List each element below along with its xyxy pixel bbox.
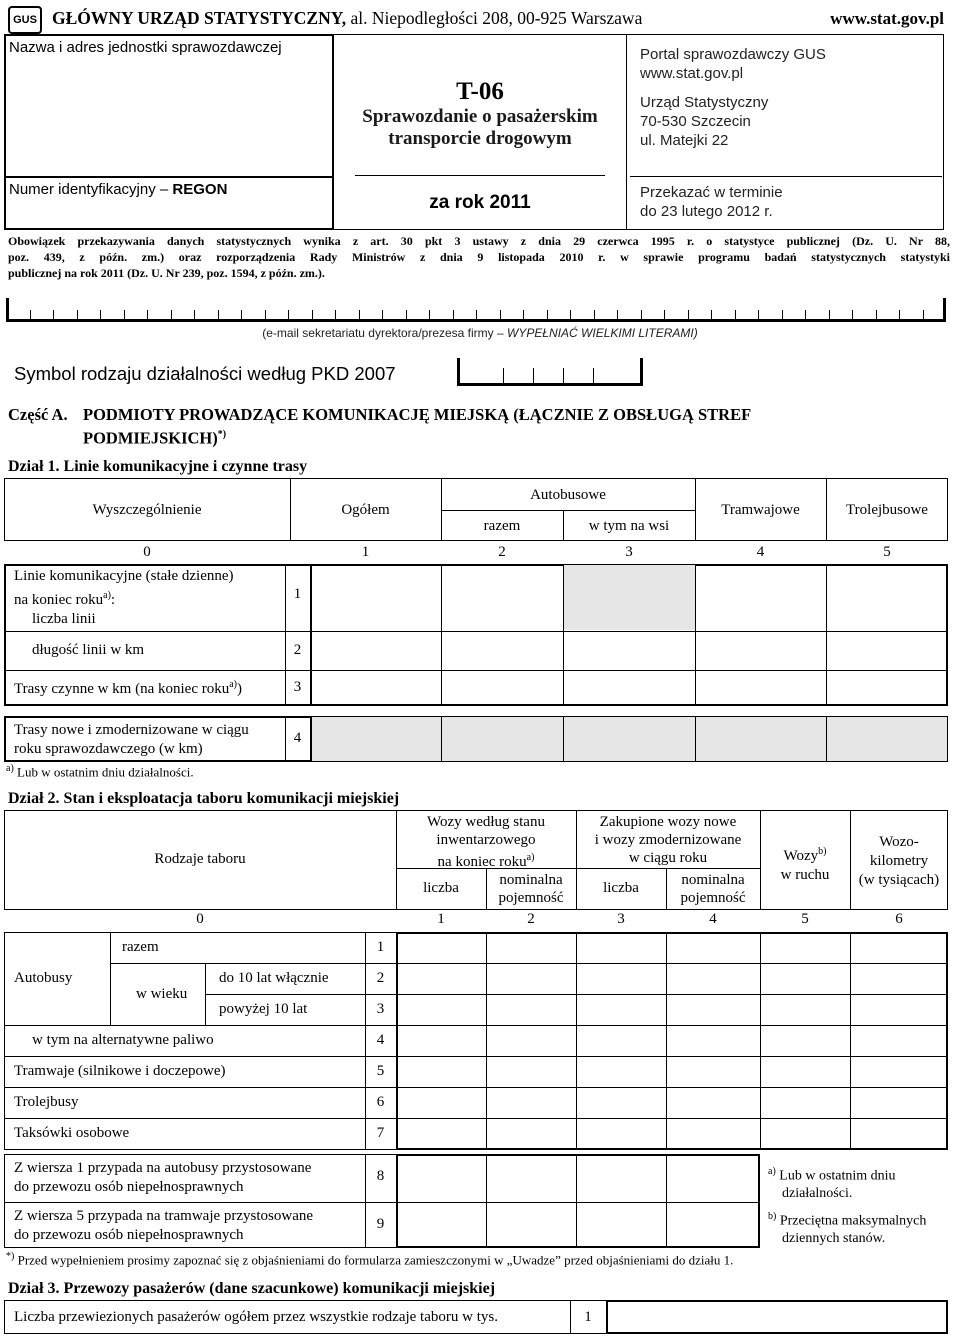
s2-head-inuse-2: w ruchu [780,867,830,883]
s1-row4-label [14,721,249,759]
section3-label: Liczba przewiezionych pasażerów ogółem przez wszystkie rodzaje taboru w tys. [14,1309,498,1325]
s1-head-trolley: Trolejbusowe [846,502,928,518]
s2-head-cap-b [666,871,760,907]
s2-age: w wieku [136,986,188,1002]
email-caption [200,326,760,340]
part-a-title-2: PODMIEJSKICH) [83,428,218,448]
s2-head-km-1: Wozo- [879,834,919,850]
email-comb-tick [829,310,830,320]
obligation-line-3: publicznej na rok 2011 (Dz. U. Nr 239, poz. 1594, z późn. zm.). [8,266,325,280]
email-comb-tick [194,310,195,320]
s2-alt-fuel: w tym na alternatywne paliwo [32,1032,214,1048]
s2-colnum-0: 0 [196,911,204,927]
regon-divider [4,176,334,178]
office-line-2: 70-530 Szczecin [640,113,751,130]
s2-total: razem [122,939,159,955]
s2-row8-l1: Z wiersza 1 przypada na autobusy przystosowane [14,1160,312,1176]
s2-note-b-mark: b) [768,1211,777,1222]
s1-row4-l1: Trasy nowe i zmodernizowane w ciągu [14,722,249,738]
form-title-1: Sprawozdanie o pasażerskim [362,106,598,127]
s1-row4-l2: roku sprawozdawczego (w km) [14,741,203,757]
section3-input[interactable] [606,1300,948,1334]
s2-note-a [768,1163,896,1202]
s2-head-inuse-1: Wozy [783,848,819,864]
office-line-3: ul. Matejki 22 [640,132,729,149]
s2-head-inuse-sup: b) [818,846,827,857]
email-comb-tick [617,310,618,320]
s2-rownum-1: 1 [376,939,385,955]
email-comb-tick [171,310,172,320]
s2-head-new-3: w ciągu roku [628,850,708,866]
email-comb-tick [406,310,407,320]
obligation-text [8,233,950,281]
email-comb-tick [758,310,759,320]
deadline-line-2: do 23 lutego 2012 r. [640,203,773,220]
portal-block [640,45,826,150]
portal-line-1: Portal sprawozdawczy GUS [640,46,826,63]
star-note-text: Przed wypełnieniem prosimy zapoznać się z objaśnieniami do formularza zamieszczonymi w „Uwadze” przed objaśnieniami do działu 1. [17,1252,734,1268]
email-comb-tick [735,310,736,320]
s2-rownum-8: 8 [376,1168,385,1184]
s2-head-new [576,813,760,867]
s2-age1: do 10 lat włącznie [219,970,329,986]
s1-colnum-5: 5 [883,544,891,560]
s1-row1-l1: Linie komunikacyjne (stałe dzienne) [14,568,234,584]
email-comb-tick [899,310,900,320]
pkd-comb[interactable] [457,358,643,386]
s2-rownum-6: 6 [376,1094,385,1110]
s1-row1-l3: liczba linii [32,611,96,627]
s2-note-a-2: działalności. [782,1185,853,1201]
s2-taxis: Taksówki osobowe [14,1125,130,1141]
s2-colnum-5: 5 [801,911,809,927]
email-comb-tick [147,310,148,320]
star-note [6,1251,733,1268]
email-comb-tick [53,310,54,320]
s1-row3-label [14,679,242,698]
s1-footnote [6,763,194,780]
s2-colnum-1: 1 [437,911,445,927]
s2-rownum-3: 3 [376,1001,385,1017]
s2-head-cap-a [486,871,576,907]
header-line [52,8,642,29]
s1-row2-label: długość linii w km [32,642,145,658]
s2-note-b-2: dziennych stanów. [782,1230,886,1246]
s1-colnum-2: 2 [498,544,506,560]
s2-head-inv [396,813,576,871]
email-comb-tick [382,310,383,320]
email-comb-tick [265,310,266,320]
section3-title: Dział 3. Przewozy pasażerów (dane szacunkowe) komunikacji miejskiej [8,1280,496,1297]
s2-head-inuse [760,842,850,885]
s2-head-inv-3: na koniec roku [437,854,527,870]
s1-head-total: Ogółem [341,502,390,518]
form-year: za rok 2011 [429,192,531,213]
s2-head-inv-1: Wozy według stanu [427,814,545,830]
s2-head-km-2: kilometry [869,853,929,869]
office-address: al. Niepodległości 208, 00-925 Warszawa [350,8,643,28]
s1-row2-num: 2 [293,642,302,658]
email-comb-tick [805,310,806,320]
s2-head-km-3: (w tysiącach) [858,872,940,888]
s2-row9-l2: do przewozu osób niepełnosprawnych [14,1227,244,1243]
unit-name-label: Nazwa i adres jednostki sprawozdawczej [9,39,282,56]
s1-head-bus-total: razem [483,518,521,534]
s1-head-spec: Wyszczególnienie [92,502,202,518]
section2-title: Dział 2. Stan i eksploatacja taboru komunikacji miejskiej [8,790,400,807]
email-comb-tick [523,310,524,320]
s2-note-a-1: Lub w ostatnim dniu [779,1168,896,1184]
s2-head-cap-b-1: nominalna [681,872,745,888]
s1-row1-sup: a) [103,590,111,601]
s1-colnum-1: 1 [361,544,370,560]
s2-row9-l1: Z wiersza 5 przypada na tramwaje przystosowane [14,1208,314,1224]
email-comb-tick [124,310,125,320]
s1-row3-tail: ) [237,681,243,697]
email-comb-tick [664,310,665,320]
s2-row9-label [14,1207,313,1245]
form-code: T-06 [456,78,504,105]
part-a-sup: *) [217,429,227,440]
logo [8,6,42,34]
s2-colnum-4: 4 [709,911,717,927]
email-comb-tick [30,310,31,320]
s2-head-types: Rodzaje taboru [154,851,246,867]
unit-box [4,34,334,230]
s2-trolleys: Trolejbusy [14,1094,79,1110]
s2-rownum-2: 2 [376,970,385,986]
email-caption-italic: WYPEŁNIAĆ WIELKIMI LITERAMI) [507,326,698,340]
email-comb-tick [641,310,642,320]
email-comb-tick [782,310,783,320]
logo-text: GUS [13,14,37,26]
s1-row1-tail: : [110,592,116,608]
s1-footnote-text: Lub w ostatnim dniu działalności. [17,764,194,780]
part-a-label: Część A. [8,405,68,424]
obligation-line-1: Obowiązek przekazywania danych statystycznych wynika z art. 30 pkt 3 ustawy z dnia 29 czerwca 1995 r. o statystyce publicznej (Dz. U. Nr 88, [8,234,950,248]
form-title-block [335,78,625,150]
email-comb-tick [876,310,877,320]
email-comb-tick [288,310,289,320]
portal-rule [630,176,942,177]
part-a-title [83,405,751,449]
s1-head-bus: Autobusowe [530,487,606,503]
email-comb-tick [500,310,501,320]
s2-rownum-7: 7 [376,1125,385,1141]
s2-note-b-1: Przeciętna maksymalnych [779,1213,927,1229]
email-comb-tick [923,310,924,320]
s2-head-cap-a-1: nominalna [499,872,563,888]
s2-head-inv-2: inwentarzowego [436,832,536,848]
s2-row8-l2: do przewozu osób niepełnosprawnych [14,1179,244,1195]
s2-row8-label [14,1159,311,1197]
s1-head-tram: Tramwajowe [721,502,800,518]
section2-rows89-input [396,1154,760,1248]
part-a-title-1: PODMIOTY PROWADZĄCE KOMUNIKACJĘ MIEJSKĄ (ŁĄCZNIE Z OBSŁUGĄ STREF [83,405,752,424]
s1-colnum-0: 0 [143,544,151,560]
portal-divider [626,34,627,230]
email-comb-tick [476,310,477,320]
s1-row4-num: 4 [293,730,302,746]
s2-colnum-3: 3 [617,911,625,927]
title-rule [355,175,605,176]
deadline-line-1: Przekazać w terminie [640,184,783,201]
obligation-line-2: poz. 439, z późn. zm.) oraz rozporządzenia Rady Ministrów z dnia 9 listopada 2010 r. w sprawie programu badań statystycznych statystyki [8,250,950,264]
s2-buses: Autobusy [14,970,73,986]
regon-label-line [9,181,227,198]
s2-note-b [768,1208,926,1247]
email-comb-tick [77,310,78,320]
s1-footnote-mark: a) [6,763,14,774]
s2-head-cap-a-2: pojemność [498,890,564,906]
office-line-1: Urząd Statystyczny [640,94,769,111]
email-comb-tick [688,310,689,320]
s2-rownum-4: 4 [376,1032,385,1048]
website: www.stat.gov.pl [830,9,944,28]
email-comb-tick [312,310,313,320]
star-note-mark: *) [6,1251,15,1262]
email-comb-tick [570,310,571,320]
s1-colnum-3: 3 [625,544,633,560]
s2-trams: Tramwaje (silnikowe i doczepowe) [14,1063,226,1079]
email-comb-tick [852,310,853,320]
s1-row1-label [14,567,234,629]
email-caption-text: (e-mail sekretariatu dyrektora/prezesa firmy – [262,326,504,340]
email-comb-tick [547,310,548,320]
s2-rownum-5: 5 [376,1063,385,1079]
s2-head-inv-sup: a) [526,852,535,863]
section1-title: Dział 1. Linie komunikacyjne i czynne trasy [8,458,308,475]
portal-line-2: www.stat.gov.pl [640,65,744,82]
s2-head-cap-b-2: pojemność [680,890,746,906]
s1-row1-l2: na koniec roku [14,592,104,608]
s2-head-km [850,833,948,890]
email-comb-tick [218,310,219,320]
email-comb-tick [359,310,360,320]
deadline-block [640,183,783,221]
s1-row1-num: 1 [293,586,302,602]
form-title-2: transporcie drogowym [388,128,572,149]
regon-label: Numer identyfikacyjny [9,181,156,198]
office-name: GŁÓWNY URZĄD STATYSTYCZNY, [52,8,347,28]
s1-head-bus-rural: w tym na wsi [588,518,670,534]
email-comb-tick [335,310,336,320]
s2-colnum-6: 6 [895,911,903,927]
s2-colnum-2: 2 [527,911,535,927]
s1-row3-text: Trasy czynne w km (na koniec roku [14,681,230,697]
s2-rownum-9: 9 [376,1216,385,1232]
s2-note-a-mark: a) [768,1166,776,1177]
s2-head-count-2: liczba [603,880,639,896]
email-comb-tick [711,310,712,320]
s1-row3-sup: a) [229,679,238,690]
pkd-label: Symbol rodzaju działalności według PKD 2007 [14,363,396,384]
s1-row3-num: 3 [293,679,302,695]
s2-head-new-1: Zakupione wozy nowe [599,814,737,830]
s1-gray-r1 [564,565,695,630]
section3-num: 1 [584,1309,592,1325]
email-comb-tick [453,310,454,320]
s2-head-count-1: liczba [423,880,459,896]
email-comb-tick [594,310,595,320]
s1-colnum-4: 4 [756,544,765,560]
s2-head-new-2: i wozy zmodernizowane [594,832,742,848]
email-comb-tick [429,310,430,320]
regon-dash: – [159,181,169,198]
s2-age2: powyżej 10 lat [219,1001,308,1017]
regon-bold: REGON [172,181,228,198]
email-comb-tick [241,310,242,320]
email-comb-tick [100,310,101,320]
